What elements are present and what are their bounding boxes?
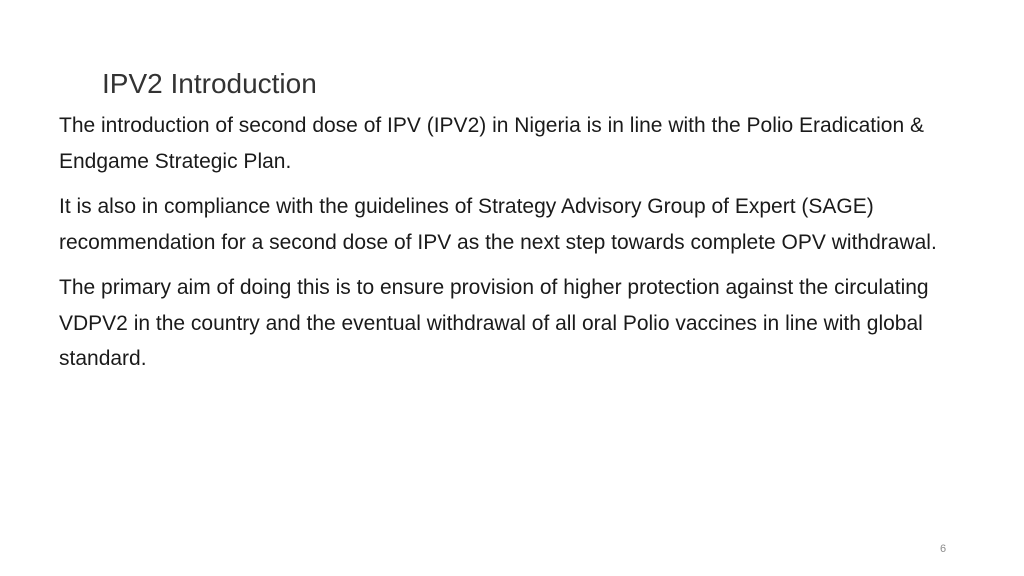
paragraph-ipv2-strategic-plan: The introduction of second dose of IPV (IPV2) in Nigeria is in line with the Polio Eradication & Endgame Strategic Plan.: [59, 114, 924, 173]
slide-title: IPV2 Introduction: [102, 68, 317, 99]
paragraph-sage-compliance: It is also in compliance with the guidelines of Strategy Advisory Group of Expert (SAGE) recommendation for a second dose of IPV as the next step towards complete OPV withdrawal.: [59, 195, 937, 254]
paragraph-primary-aim: The primary aim of doing this is to ensure provision of higher protection against the circulating VDPV2 in the country and the eventual withdrawal of all oral Polio vaccines in line with global standard.: [59, 276, 929, 370]
slide-body: [59, 108, 969, 387]
page-number: 6: [939, 543, 947, 555]
